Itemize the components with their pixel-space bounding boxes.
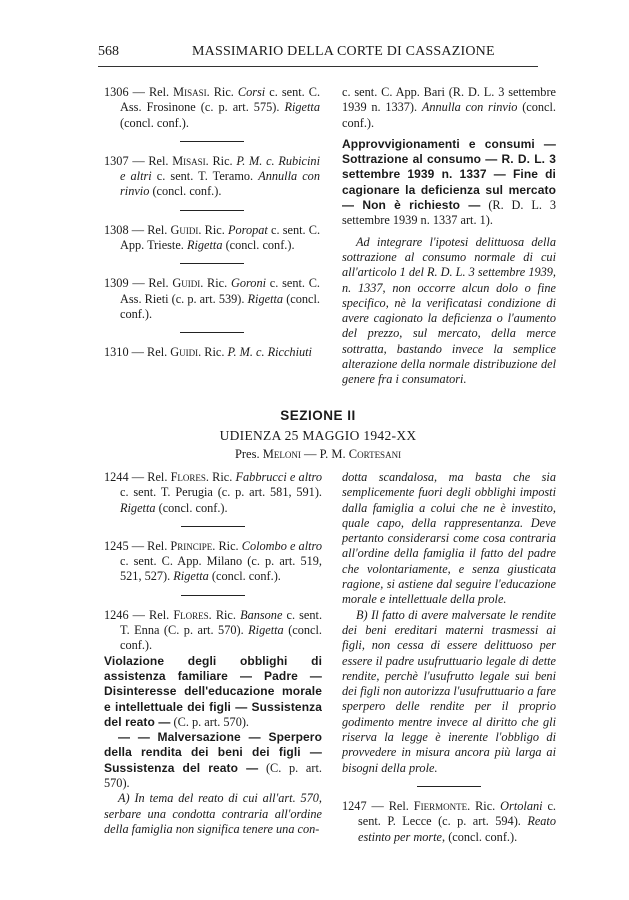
- separator-rule: [181, 595, 245, 596]
- entry-1307: 1307 — Rel. Misasi. Ric. P. M. c. Rubicini e altri c. sent. T. Teramo. Annulla con rinvio (concl. conf.).: [104, 153, 320, 199]
- presidency-line: Pres. Meloni — P. M. Cortesani: [234, 447, 402, 461]
- legal-maxim: Ad integrare l'ipotesi delittuosa della sottrazione al consumo normale di cui all'articolo 1 del R. D. L. 3 settembre 1939, n. 1337, non occorre alcun dolo o fine specifico, nè la verificatasi condizione di avere cagionato la deficienza o l'aumento del prezzo, sul mercato, della merce sottratta, bastando invece la semplice alterazione della normale distribuzione del genere fra i consumatori.: [342, 234, 556, 387]
- entry-1246: 1246 — Rel. Flores. Ric. Bansone c. sent. T. Enna (C. p. art. 570). Rigetta (concl. conf.).: [104, 607, 323, 653]
- subject-heading-1: Violazione degli obblighi di assistenza familiare — Padre — Disinteresse dell'educazione morale e intellettuale dei figli — Sussistenza del reato — (C. p. art. 570).: [104, 653, 322, 729]
- page-number: 568: [98, 44, 119, 59]
- column-top-left: [104, 85, 320, 361]
- legal-maxim-a: A) In tema del reato di cui all'art. 570, serbare una condotta contraria all'ordine della famiglia non significa tenere una con-: [104, 791, 322, 836]
- entry-1247: 1247 — Rel. Fiermonte. Ric. Ortolani c. sent. P. Lecce (c. p. art. 594). Reato estinto per morte, (concl. conf.).: [342, 798, 557, 844]
- page-header: [98, 44, 538, 66]
- entry-1309: 1309 — Rel. Guidi. Ric. Goroni c. sent. C. Ass. Rieti (c. p. art. 539). Rigetta (concl. conf.).: [104, 276, 321, 321]
- subject-heading-2: — — Malversazione — Sperpero della rendita dei beni dei figli — Sussistenza del reato — (C. p. art. 570).: [104, 730, 322, 791]
- entry-1306: 1306 — Rel. Misasi. Ric. Corsi c. sent. C. Ass. Frosinone (c. p. art. 575). Rigetta (concl. conf.).: [104, 85, 321, 130]
- separator-rule: [181, 526, 245, 527]
- legal-maxim-b: B) Il fatto di avere malversate le rendite dei beni ereditari materni trasmessi ai figli, non cessa di essere delittuoso per essere il padre usufruttuario legale di dette rendite, perchè l'usufrutto legale sui beni dei figli non autorizza l'usufruttuario a fare sperpero delle rendite per il proprio godimento mentre invece al diritto che gli riserva la legge è inerente l'obbligo di provvedere in misura ancora più larga ai bisogni della prole.: [342, 607, 556, 775]
- separator-rule: [180, 332, 244, 333]
- column-bottom-left: [104, 470, 322, 837]
- separator-rule: [180, 141, 244, 142]
- separator-rule: [417, 786, 481, 787]
- subject-heading: Approvvigionamenti e consumi — Sottrazione al consumo — R. D. L. 3 settembre 1939 n. 1337 — Fine di cagionare la deficienza sul mercato — Non è richiesto — (R. D. L. 3 settembre 1939 n. 1337 art. 1).: [342, 136, 556, 228]
- entry-1310: 1310 — Rel. Guidi. Ric. P. M. c. Ricchiuti: [104, 345, 312, 360]
- entry-1310-continuation: c. sent. C. App. Bari (R. D. L. 3 settembre 1939 n. 1337). Annulla con rinvio (concl. conf.).: [342, 85, 557, 130]
- running-title: MASSIMARIO DELLA CORTE DI CASSAZIONE: [192, 44, 495, 59]
- entry-1244: 1244 — Rel. Flores. Ric. Fabbrucci e altro c. sent. T. Perugia (c. p. art. 581, 591). Rigetta (concl. conf.).: [104, 470, 323, 515]
- entry-1245: 1245 — Rel. Principe. Ric. Colombo e altro c. sent. C. App. Milano (c. p. art. 519, 521, 527). Rigetta (concl. conf.).: [104, 538, 323, 584]
- column-top-right: [342, 85, 556, 388]
- header-rule: [98, 66, 538, 67]
- hearing-date: UDIENZA 25 MAGGIO 1942-XX: [219, 428, 417, 443]
- separator-rule: [180, 210, 244, 211]
- entry-1308: 1308 — Rel. Guidi. Ric. Poropat c. sent. C. App. Trieste. Rigetta (concl. conf.).: [104, 222, 321, 253]
- separator-rule: [180, 263, 244, 264]
- legal-maxim-a-continuation: dotta scandalosa, ma basta che sia semplicemente fuori degli obblighi imposti dalla famiglia a colui che ne è investito, quale capo, della rappresentanza. Deve pertanto considerarsi come cosa contraria all'ordine della famiglia il fatto del padre che volontariamente, e senza giusticata ragione, si astiene dal seguire l'educazione morale e intellettuale della prole.: [342, 470, 556, 607]
- column-bottom-right: [342, 470, 556, 845]
- section-title: SEZIONE II: [280, 408, 356, 423]
